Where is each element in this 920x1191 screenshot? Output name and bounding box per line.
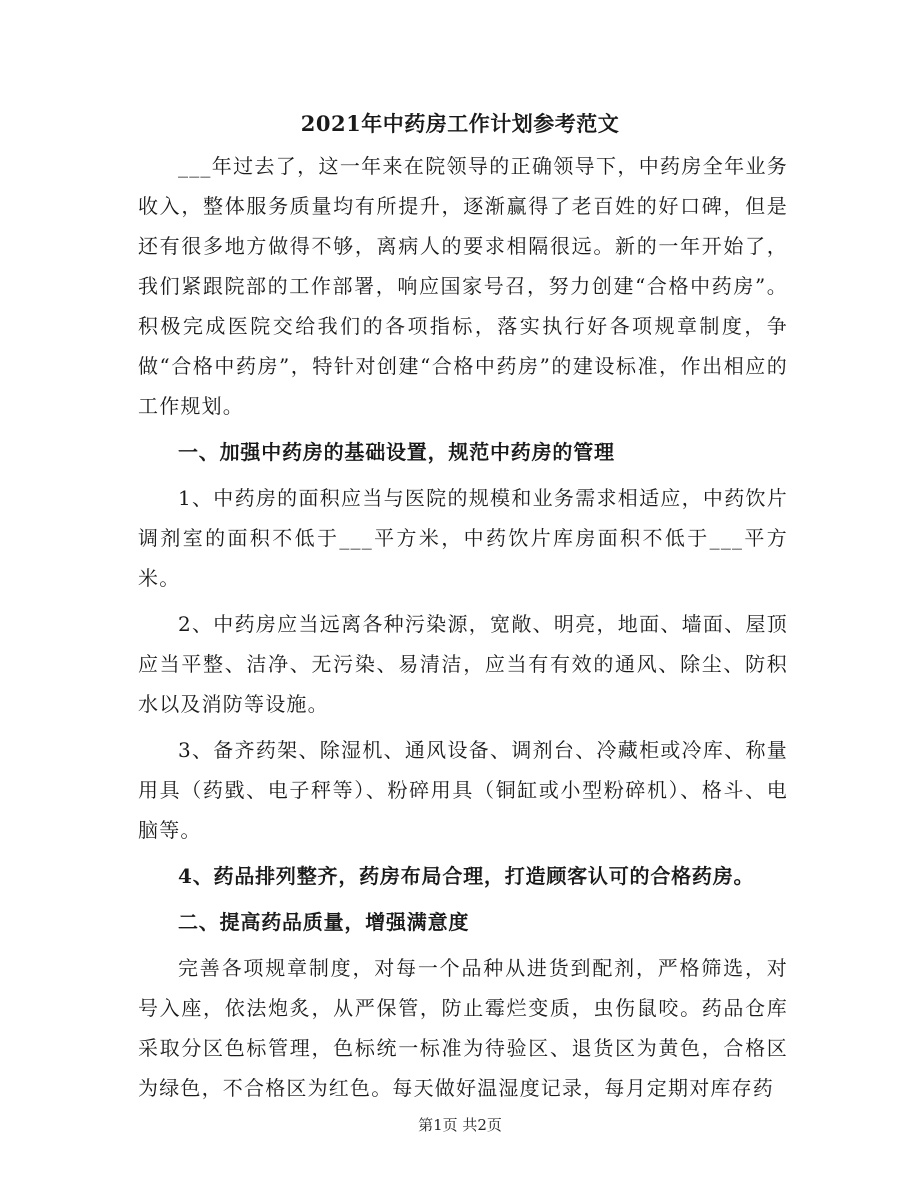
body-paragraph: 完善各项规章制度，对每一个品种从进货到配剂，严格筛选，对号入座，依法炮炙，从严保管，防止霉烂变质，虫伤鼠咬。药品仓库采取分区色标管理，色标统一标准为待验区、退货区为黄色，合格区为绿色，不合格区为红色。每天做好温湿度记录，每月定期对库存药: [138, 956, 788, 1100]
section-heading-2: 二、提高药品质量，增强满意度: [178, 910, 470, 934]
document-title: 2021年中药房工作计划参考范文: [300, 111, 620, 136]
page-number: 第1页 共2页: [418, 1116, 502, 1134]
document-body: [138, 146, 788, 1114]
section-heading-1: 一、加强中药房的基础设置，规范中药房的管理: [178, 440, 615, 464]
list-item-2: 2、中药房应当远离各种污染源，宽敞、明亮，地面、墙面、屋顶应当平整、洁净、无污染、易清洁，应当有有效的通风、除尘、防积水以及消防等设施。: [138, 612, 788, 716]
list-item-1: 1、中药房的面积应当与医院的规模和业务需求相适应，中药饮片调剂室的面积不低于___平方米，中药饮片库房面积不低于___平方米。: [138, 486, 788, 590]
list-item-3: 3、备齐药架、除湿机、通风设备、调剂台、冷藏柜或冷库、称量用具（药戥、电子秤等）、粉碎用具（铜缸或小型粉碎机）、格斗、电脑等。: [138, 738, 788, 842]
intro-paragraph: ___年过去了，这一年来在院领导的正确领导下，中药房全年业务收入，整体服务质量均有所提升，逐渐赢得了老百姓的好口碑，但是还有很多地方做得不够，离病人的要求相隔很远。新的一年开始了，我们紧跟院部的工作部署，响应国家号召，努力创建“合格中药房”。积极完成医院交给我们的各项指标，落实执行好各项规章制度，争做“合格中药房”，特针对创建“合格中药房”的建设标准，作出相应的工作规划。: [138, 154, 788, 418]
list-item-4-bold: 4、药品排列整齐，药房布局合理，打造顾客认可的合格药房。: [178, 864, 755, 888]
